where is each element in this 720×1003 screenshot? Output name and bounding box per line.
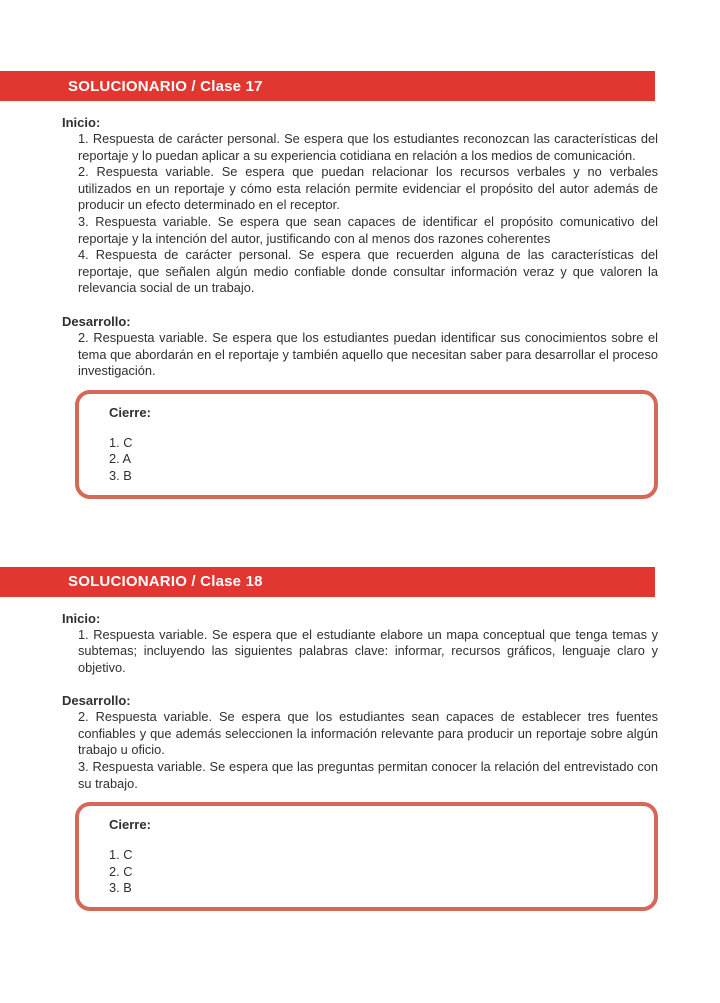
inicio-label: Inicio: — [62, 610, 101, 626]
section-header-title: SOLUCIONARIO / Clase 17 — [68, 77, 263, 95]
cierre-label: Cierre: — [109, 817, 151, 833]
section-body — [62, 114, 658, 499]
section-clase-18 — [0, 567, 720, 912]
desarrollo-item: 2. Respuesta variable. Se espera que los estudiantes puedan identificar sus conocimientos sobre el tema que abordarán en el reportaje y también aquello que necesitan saber para desarrollar el proceso investigación. — [78, 329, 658, 379]
section-header-bar — [0, 71, 655, 101]
inicio-item: 4. Respuesta de carácter personal. Se espera que recuerden alguna de las características del reportaje, que señalen algún medio confiable donde consultar información veraz y que valoren la relevancia social de un trabajo. — [78, 247, 658, 296]
inicio-label: Inicio: — [62, 115, 101, 130]
desarrollo-item: 3. Respuesta variable. Se espera que las preguntas permitan conocer la relación del entrevistado con su trabajo. — [78, 759, 658, 791]
desarrollo-label: Desarrollo: — [62, 313, 131, 329]
desarrollo-label: Desarrollo: — [62, 693, 131, 709]
section-clase-17 — [0, 71, 720, 499]
cierre-answers — [109, 435, 634, 485]
cierre-label: Cierre: — [109, 404, 151, 420]
answer-item: 1. C — [109, 434, 133, 450]
inicio-item: 1. Respuesta variable. Se espera que el estudiante elabore un mapa conceptual que tenga temas y subtemas; incluyendo las siguientes palabras clave: informar, recursos gráficos, lenguaje claro y objetivo. — [78, 626, 658, 675]
cierre-answers — [109, 847, 634, 897]
cierre-box — [75, 802, 658, 911]
answer-item: 3. B — [109, 880, 132, 896]
answer-item: 2. A — [109, 451, 132, 467]
section-header-title: SOLUCIONARIO / Clase 18 — [68, 573, 263, 590]
document-page — [0, 71, 720, 911]
desarrollo-item: 2. Respuesta variable. Se espera que los estudiantes sean capaces de establecer tres fuentes confiables y que además seleccionen la información relevante para producir un reportaje sobre algún trabajo u oficio. — [78, 709, 658, 758]
answer-item: 3. B — [109, 467, 132, 483]
inicio-item: 3. Respuesta variable. Se espera que sean capaces de identificar el propósito comunicativo del reportaje y la intención del autor, justificando con al menos dos razones coherentes — [78, 213, 658, 246]
section-header-bar — [0, 567, 655, 597]
answer-item: 2. C — [109, 863, 133, 879]
cierre-box — [75, 390, 658, 499]
section-body — [62, 610, 658, 912]
answer-item: 1. C — [109, 847, 133, 863]
inicio-item: 2. Respuesta variable. Se espera que puedan relacionar los recursos verbales y no verbales utilizados en un reportaje y cómo esta relación permite evidenciar el propósito del autor además de producir un efecto determinado en el receptor. — [78, 164, 658, 213]
inicio-item: 1. Respuesta de carácter personal. Se espera que los estudiantes reconozcan las características del reportaje y lo puedan aplicar a su experiencia cotidiana en relación a los medios de comunicación. — [78, 131, 658, 163]
